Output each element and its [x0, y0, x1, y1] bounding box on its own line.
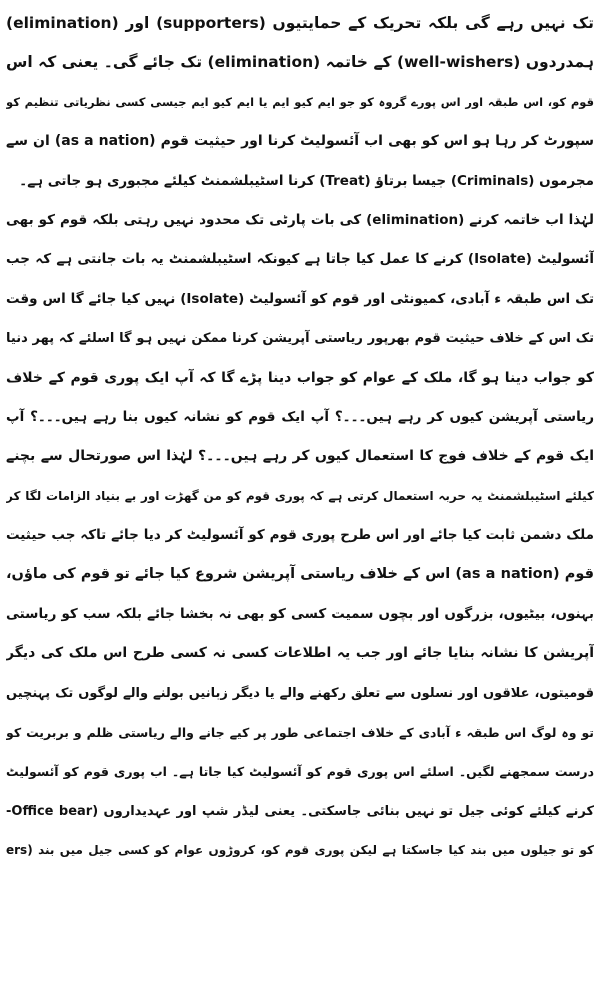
text-line: بہنوں، بیٹیوں، بزرگوں اور بچوں سمیت کسی کو بھی نہ بخشا جائے بلکہ سب کو ریاستی	[6, 605, 594, 622]
text-line: ملک دشمن ثابت کیا جائے اور اس طرح پوری قوم کو آئسولیٹ کر دیا جائے تاکہ جب حیثیت	[6, 527, 594, 544]
text-line: قوم (as a nation) اس کے خلاف ریاستی آپریشن شروع کیا جائے تو قوم کی ماؤں،	[6, 566, 594, 583]
text-line: ہمدردوں (well-wishers) کے خاتمہ (elimination) تک جائے گی۔ یعنی کہ اس	[6, 53, 594, 72]
text-line: قومیتوں، علاقوں اور نسلوں سے تعلق رکھنے والے یا دیگر زبانیں بولنے والے لوگوں تک پہنچیں	[6, 685, 594, 701]
text-line: کرنے کیلئے کوئی جیل تو نہیں بنائی جاسکتی۔ یعنی لیڈر شپ اور عہدیداروں (Office bear-	[6, 803, 594, 819]
text-line: آپریشن کا نشانہ بنایا جائے اور جب یہ اطلاعات کسی نہ کسی طرح اس ملک کی دیگر	[6, 645, 594, 662]
text-line: سپورٹ کر رہا ہو اس کو بھی اب آئسولیٹ کرنا اور حیثیت قوم (as a nation) ان سے	[6, 133, 594, 150]
text-line: آئسولیٹ (Isolate) کرنے کا عمل کیا جاتا ہے کیونکہ اسٹیبلشمنٹ یہ بات جانتی ہے کہ جب	[6, 251, 594, 268]
text-line: لہٰذا اب خاتمہ کرنے (elimination) کی بات پارٹی تک محدود نہیں رہتی بلکہ قوم کو بھی	[6, 211, 594, 228]
text-line: تک نہیں رہے گی بلکہ تحریک کے حمایتیوں (supporters) اور (elimination)	[6, 14, 594, 32]
text-line: تک اس کے خلاف حیثیت قوم بھرپور ریاستی آپریشن کرنا ممکن نہیں ہو گا اسلئے کہ پھر دنیا	[6, 331, 594, 347]
text-line: ers) کو تو جیلوں میں بند کیا جاسکتا ہے لیکن پوری قوم کو، کروڑوں عوام کو کسی جیل میں بند	[6, 843, 594, 858]
text-line: درست سمجھنے لگیں۔ اسلئے اس پوری قوم کو آئسولیٹ کیا جاتا ہے۔ اب پوری قوم کو آئسولیٹ	[6, 764, 594, 780]
text-line: ایک قوم کے خلاف فوج کا استعمال کیوں کر رہے ہیں۔۔۔؟ لہٰذا اس صورتحال سے بچنے	[6, 448, 594, 465]
text-line: تک اس طبقہ ء آبادی، کمیونٹی اور قوم کو آئسولیٹ (Isolate) نہیں کیا جائے گا اس وقت	[6, 290, 594, 307]
text-line: قوم کو، اس طبقہ اور اس پورے گروہ کو جو ایم کیو ایم یا ایم کیو ایم جیسی کسی نظریاتی تنظیم کو	[6, 94, 594, 109]
text-line: تو وہ لوگ اس طبقہ ء آبادی کے خلاف اجتماعی طور پر کیے جانے والے ریاستی ظلم و بربریت کو	[6, 725, 594, 741]
text-line: کو جواب دینا ہو گا، ملک کے عوام کو جواب دینا پڑے گا کہ آپ ایک پوری قوم کے خلاف	[6, 369, 594, 386]
text-line: کیلئے اسٹیبلشمنٹ یہ حربہ استعمال کرتی ہے کہ پوری قوم کو من گھڑت اور بے بنیاد الزامات لگا کر	[6, 488, 594, 503]
text-line: ریاستی آپریشن کیوں کر رہے ہیں۔۔۔؟ آپ ایک قوم کو نشانہ کیوں بنا رہے ہیں۔۔۔؟ آپ	[6, 408, 594, 425]
text-line: مجرموں (Criminals) جیسا برتاؤ (Treat) کرنا اسٹیبلشمنٹ کیلئے مجبوری ہو جاتی ہے۔	[19, 172, 594, 189]
